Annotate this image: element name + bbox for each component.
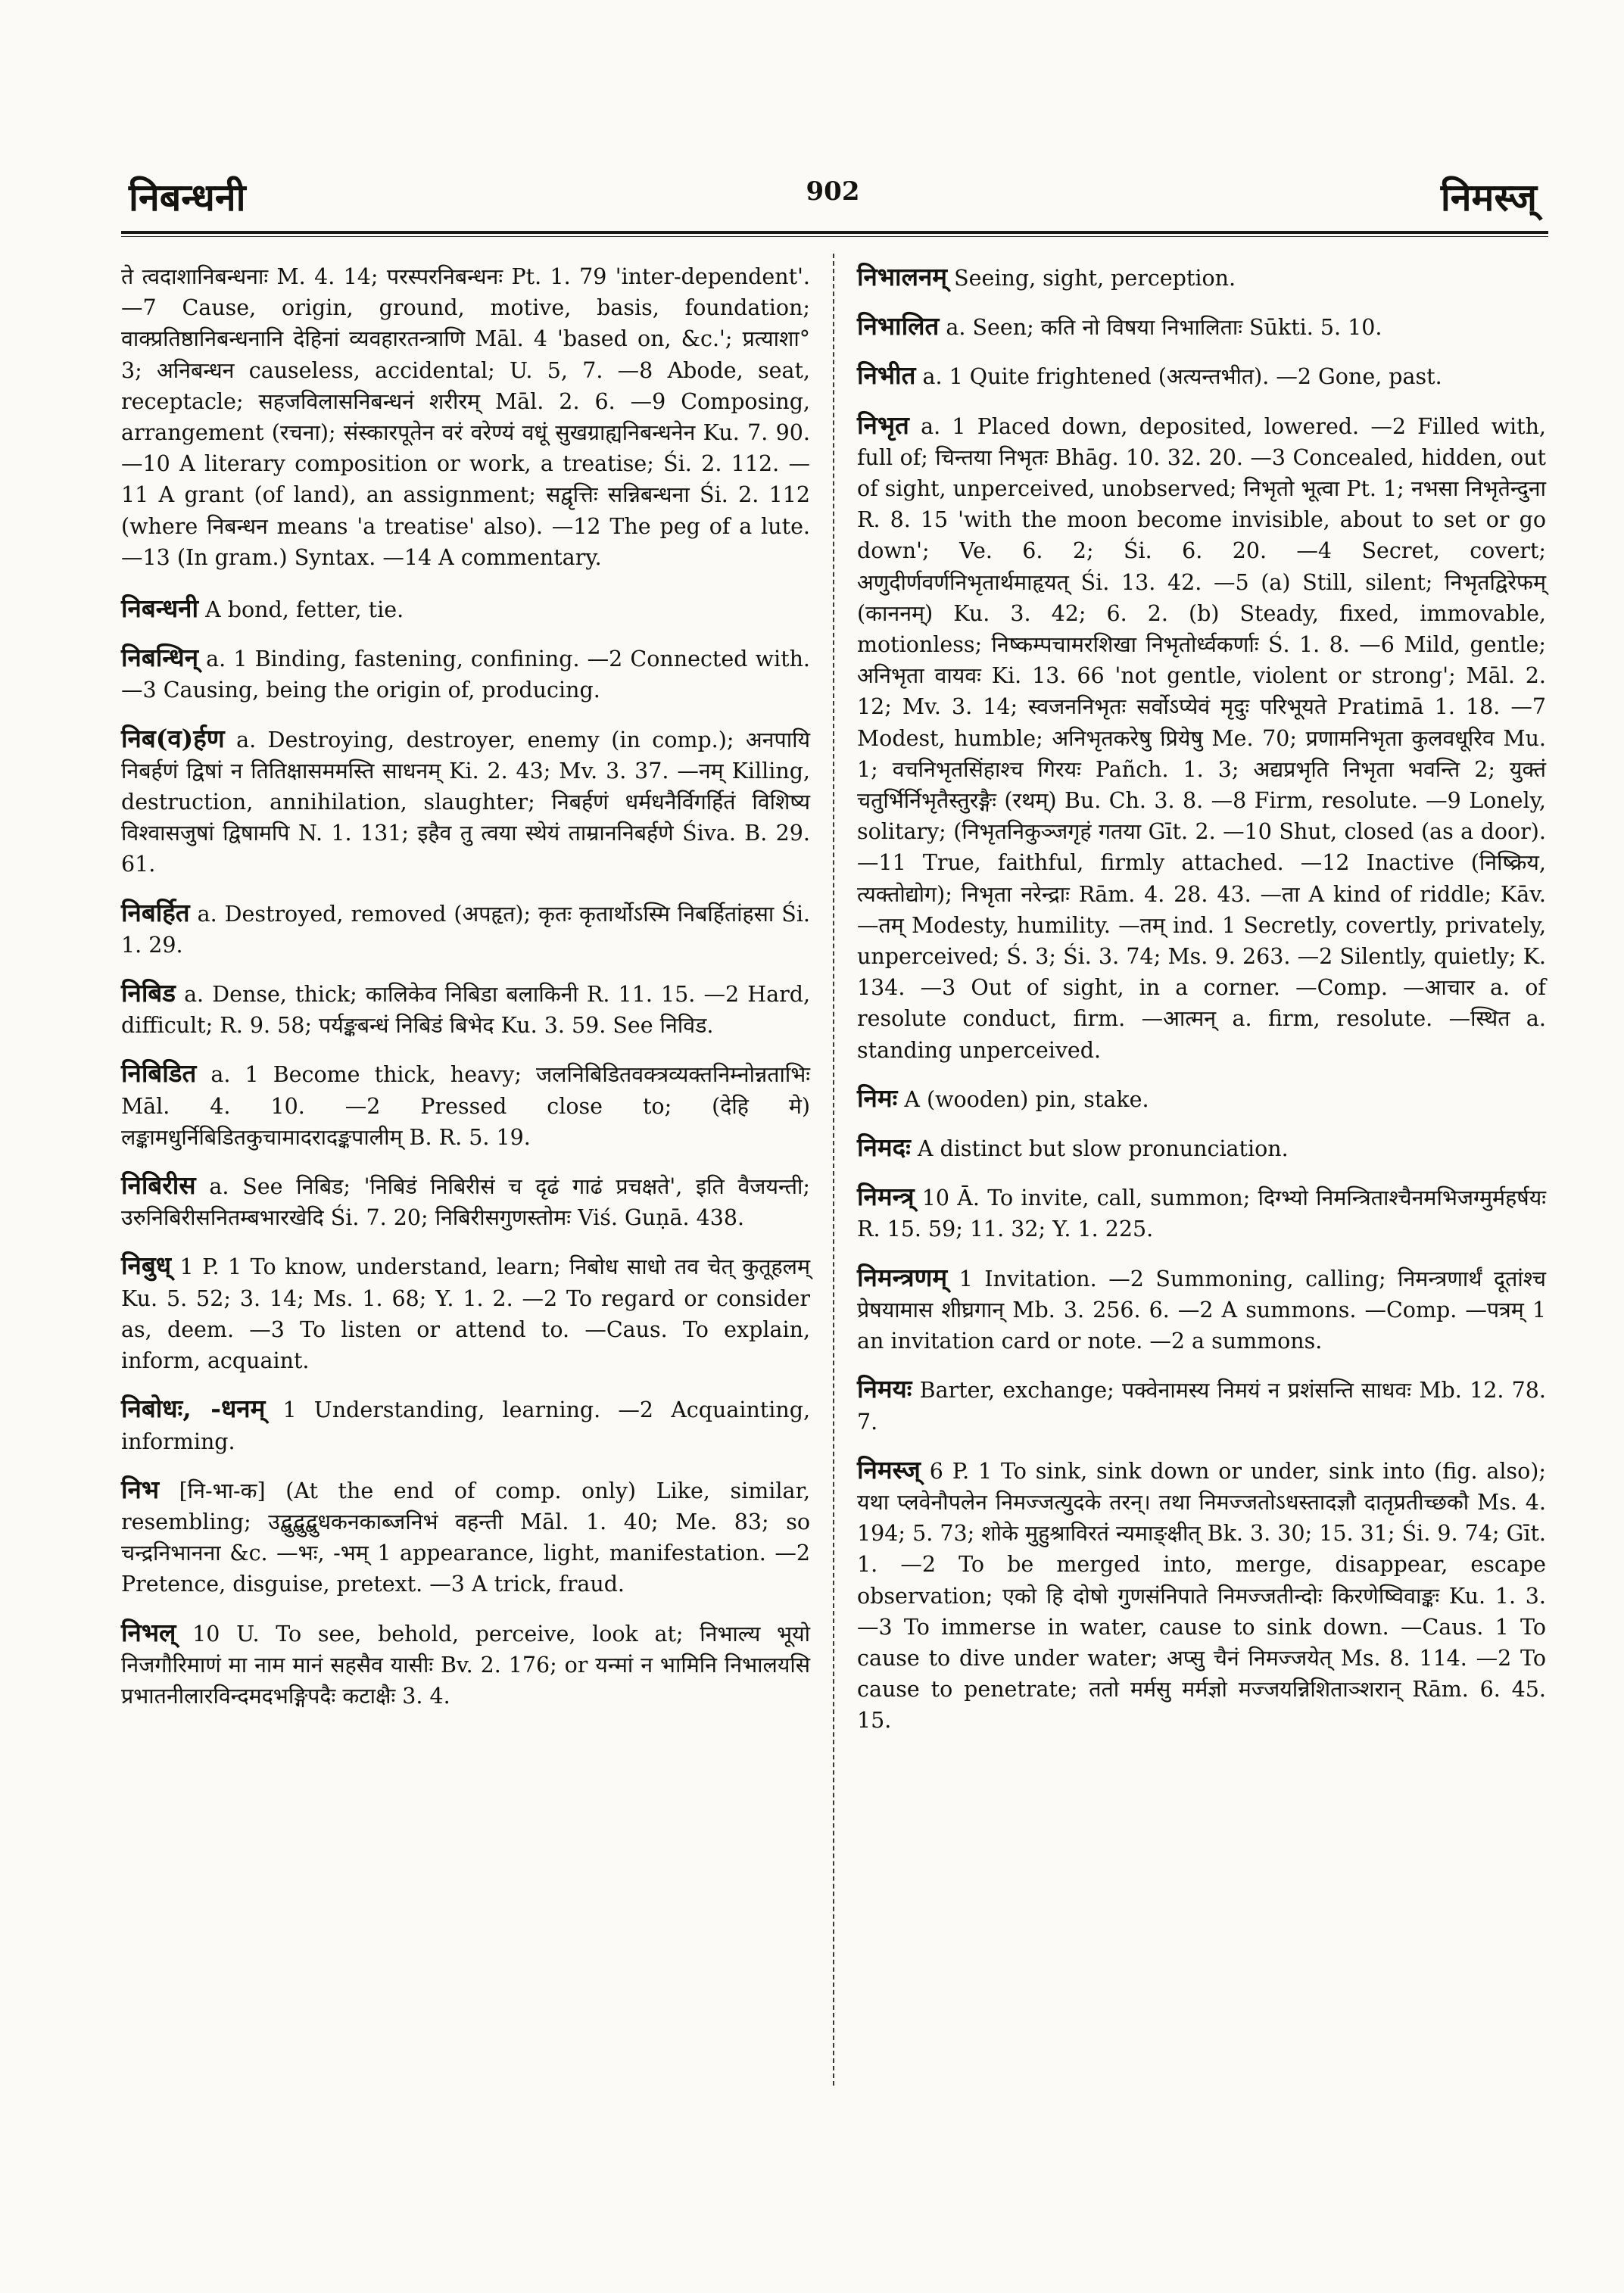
page-number: 902 <box>806 176 860 207</box>
entry-definition: [नि-भा-क] (At the end of comp. only) Like, similar, resembling; उद्बुद्बुद्बुधकनकाब्जनिभं वहन्ती Māl. 1. 40; Me. 83; so चन्द्रनिभानना &c. —भः, -भम् 1 appearance, light, manifestation. —2 Pretence, disguise, pretext. —3 A trick, fraud. <box>121 1478 810 1597</box>
entry-definition: 6 P. 1 To sink, sink down or under, sink into (fig. also); यथा प्लवेनौपलेन निमज्जत्युदके तरन्। तथा निमज्जतोऽधस्तादज्ञौ दातृप्रतीच्छकौ Ms. 4. 194; 5. 73; शोके मुहुश्राविरतं न्यमाङ्क्षीत् Bk. 3. 30; 15. 31; Śi. 9. 74; Gīt. 1. —2 To be merged into, merge, disappear, escape observation; एको हि दोषो गुणसंनिपाते निमज्जतीन्दोः किरणेष्विवाङ्कः Ku. 1. 3. —3 To immerse in water, cause to sink down. —Caus. 1 To cause to dive under water; अप्सु चैनं निमज्जयेत् Ms. 8. 114. —2 To cause to penetrate; ततो मर्मसु मर्मज्ञो मज्जयन्निशिताञ्शरान् Rām. 6. 45. 15. <box>857 1458 1547 1734</box>
entry-headword: निभालनम् <box>857 262 948 291</box>
entry-definition: 1 Invitation. —2 Summoning, calling; निमन्त्रणार्थं दूतांश्च प्रेषयामास शीघ्रगान् Mb. 3. 256. 6. —2 A summons. —Comp. —पत्रम् 1 an invitation card or note. —2 a summons. <box>857 1266 1546 1354</box>
entry-definition: a. 1 Become thick, heavy; जलनिबिडितवक्त्रव्यक्तनिम्नोन्नताभिः Māl. 4. 10. —2 Pressed close to; (देहि मे) लङ्कामधुर्निबिडितकुचामादरादङ्कपालीम् B. R. 5. 19. <box>121 1062 811 1150</box>
dictionary-entry <box>857 360 1546 392</box>
entry-headword: निभृत <box>857 410 909 440</box>
dictionary-entry <box>857 1454 1546 1737</box>
entry-definition: A bond, fetter, tie. <box>205 597 404 623</box>
dictionary-entry <box>121 1474 810 1600</box>
dictionary-entry <box>121 1393 810 1456</box>
header-rule <box>121 231 1548 234</box>
entry-headword: निमन्त्रणम् <box>857 1262 948 1292</box>
page-header <box>121 155 1545 223</box>
entry-headword: निबिड <box>121 978 176 1008</box>
left-column <box>121 261 810 1728</box>
entry-headword: निभल् <box>121 1617 176 1647</box>
entry-definition: a. Destroyed, removed (अपहृत); कृतः कृतार्थोऽस्मि निबर्हितांहसा Śi. 1. 29. <box>121 901 810 958</box>
entry-headword: निमस्ज् <box>857 1454 921 1485</box>
entry-headword: निबन्धनी <box>121 594 199 624</box>
entry-headword: निबोधः, -धनम् <box>121 1394 266 1424</box>
dictionary-entry <box>121 723 810 880</box>
entry-definition: a. 1 Quite frightened (अत्यन्तभीत). —2 Gone, past. <box>922 364 1442 390</box>
entry-definition: A (wooden) pin, stake. <box>904 1086 1149 1112</box>
entry-definition: 1 P. 1 To know, understand, learn; निबोध साधो तव चेत् कुतूहलम् Ku. 5. 52; 3. 14; Ms. 1. 68; Y. 1. 2. —2 To regard or consider as, deem. —3 To listen or attend to. —Caus. To explain, inform, acquaint. <box>121 1254 811 1374</box>
dictionary-entry <box>857 1373 1546 1437</box>
continued-entry-text: ते त्वदाशानिबन्धनाः M. 4. 14; परस्परनिबन्धनः Pt. 1. 79 'inter-dependent'. —7 Cause, origin, ground, motive, basis, foundation; वाक्प्रतिष्ठानिबन्धनानि देहिनां व्यवहारतन्त्राणि Māl. 4 'based on, &c.'; प्रत्याशा° 3; अनिबन्धन causeless, accidental; U. 5, 7. —8 Abode, seat, receptacle; सहजविलासनिबन्धनं शरीरम् Māl. 2. 6. —9 Composing, arrangement (रचना); संस्कारपूतेन वरं वरेण्यं वधूं सुखग्राह्यनिबन्धनेन Ku. 7. 90. —10 A literary composition or work, a treatise; Śi. 2. 112. —11 A grant (of land), an assignment; सद्वृत्तिः सन्निबन्धना Śi. 2. 112 (where निबन्धन means 'a treatise' also). —12 The peg of a lute. —13 (In gram.) Syntax. —14 A commentary. <box>121 264 810 570</box>
entry-headword: निब(व)र्हण <box>121 723 225 753</box>
dictionary-entry <box>121 1617 810 1712</box>
column-divider <box>833 254 834 2086</box>
entry-definition: a. Dense, thick; कालिकेव निबिडा बलाकिनी R. 11. 15. —2 Hard, difficult; R. 9. 58; पर्यङ्कबन्धं निबिडं बिभेद Ku. 3. 59. See निविड. <box>121 982 811 1039</box>
entry-definition: Seeing, sight, perception. <box>954 266 1236 291</box>
entry-headword: निमः <box>857 1083 898 1113</box>
entry-definition: a. 1 Placed down, deposited, lowered. —2 Filled with, full of; चिन्तया निभृतः Bhāg. 10. 32. 20. —3 Concealed, hidden, out of sight, unperceived, unobserved; निभृतो भूत्वा Pt. 1; नभसा निभृतेन्दुना R. 8. 15 'with the moon become invisible, about to set or go down'; Ve. 6. 2; Śi. 6. 20. —4 Secret, covert; अणुदीर्णवर्णनिभृतार्थमाहृयत् Śi. 13. 42. —5 (a) Still, silent; निभृतद्विरेफम् (काननम्) Ku. 3. 42; 6. 2. (b) Steady, fixed, immovable, motionless; निष्कम्पचामरशिखा निभृतोर्ध्वकर्णाः Ś. 1. 8. —6 Mild, gentle; अनिभृता वायवः Ki. 13. 66 'not gentle, violent or strong'; Māl. 2. 12; Mv. 3. 14; स्वजननिभृतः सर्वोऽप्येवं मृदुः परिभूयते Pratimā 1. 18. —7 Modest, humble; अनिभृतकरेषु प्रियेषु Me. 70; प्रणामनिभृता कुलवधूरिव Mu. 1; वचनिभृतसिंहाश्च गिरयः Pañch. 1. 3; अद्यप्रभृति निभृता भवन्ति 2; युक्तं चतुर्भिर्निभृतैस्तुरङ्गैः (रथम्) Bu. Ch. 3. 8. —8 Firm, resolute. —9 Lonely, solitary; (निभृतनिकुञ्जगृहं गतया Gīt. 2. —10 Shut, closed (as a door). —11 True, faithful, firmly attached. —12 Inactive (निष्क्रिय, त्यक्तोद्योग); निभृता नरेन्द्राः Rām. 4. 28. 43. —ता A kind of riddle; Kāv. —तम् Modesty, humility. —तम् ind. 1 Secretly, covertly, privately, unperceived; Ś. 3; Śi. 3. 74; Ms. 9. 263. —2 Silently, quietly; K. 134. —3 Out of sight, in a corner. —Comp. —आचार a. of resolute conduct, firm. —आत्मन् a. firm, resolute. —स्थित a. standing unperceived. <box>857 413 1547 1063</box>
dictionary-entry <box>121 1058 810 1153</box>
entry-definition: 1 Understanding, learning. —2 Acquainting, informing. <box>121 1397 811 1454</box>
entry-definition: A distinct but slow pronunciation. <box>917 1136 1289 1162</box>
entry-headword: निभालित <box>857 311 940 341</box>
right-column <box>857 261 1546 1753</box>
left-running-headword: निबन्धनी <box>129 175 246 220</box>
entry-definition: a. Destroying, destroyer, enemy (in comp.); अनपायि निबर्हणं द्विषां न तितिक्षासममस्ति साधनम् Ki. 2. 43; Mv. 3. 37. —नम् Killing, destruction, annihilation, slaughter; निबर्हणं धर्मधनैर्विगर्हितं विशिष्य विश्वासजुषां द्विषामपि N. 1. 131; इहैव तु त्वया स्थेयं ताम्राननिबर्हणे Śiva. B. 29. 61. <box>121 727 810 877</box>
header-rule-thin <box>121 236 1548 237</box>
dictionary-entry <box>857 1132 1546 1164</box>
entry-headword: निमदः <box>857 1132 911 1163</box>
right-running-headword: निमस्ज् <box>1440 175 1537 220</box>
dictionary-entry <box>121 1170 810 1233</box>
dictionary-entry <box>857 410 1546 1066</box>
entry-definition: a. 1 Binding, fastening, confining. —2 Connected with. —3 Causing, being the origin of, producing. <box>121 646 810 703</box>
dictionary-entry <box>857 310 1546 343</box>
entry-definition: 10 U. To see, behold, perceive, look at; निभाल्य भूयो निजगौरिमाणं मा नाम मानं सहसैव यासीः Bv. 2. 176; or यन्मां न भामिनि निभालयसि प्रभातनीलारविन्दमदभङ्गिपदैः कटाक्षैः 3. 4. <box>121 1621 810 1709</box>
entry-definition: Barter, exchange; पक्वेनामस्य निमयं न प्रशंसन्ति साधवः Mb. 12. 78. 7. <box>857 1378 1546 1435</box>
dictionary-entry <box>857 1262 1546 1357</box>
entry-headword: निभीत <box>857 360 916 391</box>
dictionary-entry <box>857 261 1546 294</box>
entry-headword: निबर्हित <box>121 897 190 927</box>
entry-definition: a. See निबिड; 'निबिडं निबिरीसं च दृढं गाढं प्रचक्षते', इति वैजयन्ती; उरुनिबिरीसनितम्बभारखेदि Śi. 7. 20; निबिरीसगुणस्तोमः Viś. Guṇā. 438. <box>121 1174 810 1231</box>
entry-headword: निमन्त्र् <box>857 1182 915 1212</box>
entry-definition: 10 Ā. To invite, call, summon; दिग्भ्यो निमन्त्रिताश्चैनमभिजग्मुर्महर्षयः R. 15. 59; 11. 32; Y. 1. 225. <box>857 1185 1546 1242</box>
entry-headword: निबिरीस <box>121 1170 196 1201</box>
dictionary-entry <box>121 642 810 706</box>
dictionary-entry <box>121 1250 810 1376</box>
dictionary-entry <box>121 977 810 1041</box>
entry-headword: निबन्धिन् <box>121 643 199 673</box>
entry-headword: निमयः <box>857 1374 912 1404</box>
dictionary-entry <box>857 1181 1546 1245</box>
dictionary-entry <box>857 1083 1546 1115</box>
entry-headword: निबिडित <box>121 1058 197 1089</box>
entry-headword: निभ <box>121 1474 160 1504</box>
dictionary-entry <box>121 593 810 625</box>
entry-headword: निबुध् <box>121 1251 171 1281</box>
dictionary-entry <box>121 897 810 961</box>
entry-definition: a. Seen; कति नो विषया निभालिताः Sūkti. 5. 10. <box>946 315 1382 341</box>
